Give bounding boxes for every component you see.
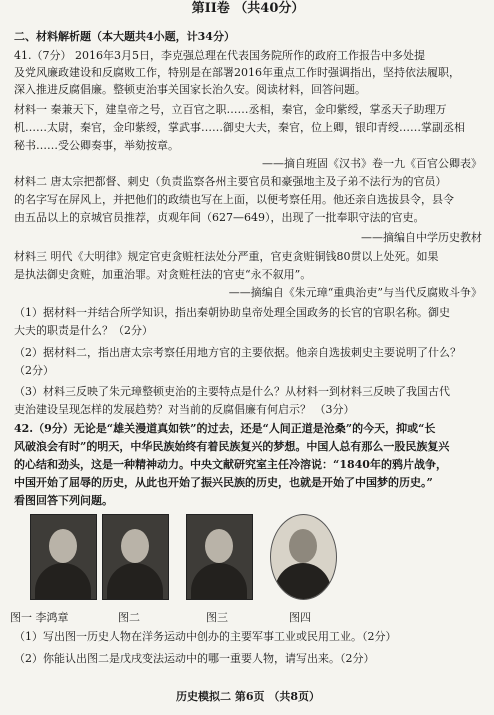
q42-intro-line: 的心结和劲头，这是一种精神动力。中央文献研究室主任冷溶说：“1840年的鸦片战争， bbox=[14, 458, 447, 471]
q41-sub3-line: （3）材料三反映了朱元璋整顿吏治的主要特点是什么？从材料一到材料三反映了我国古代 bbox=[14, 385, 450, 398]
material-2-source: ——摘编自中学历史教材 bbox=[361, 231, 482, 244]
q41-intro-line: 41.（7分） 2016年3月5日，李克强总理在代表国务院所作的政府工作报告中多处提 bbox=[14, 49, 425, 62]
figure-caption: 图四 bbox=[289, 611, 311, 624]
q42-sub2: （2）你能认出图二是戊戌变法运动中的哪一重要人物，请写出来。（2分） bbox=[14, 652, 375, 665]
q42-intro-line: 中国开始了屈辱的历史，从此也开始了振兴民族的历史，也就是开始了中国梦的历史。” bbox=[14, 476, 433, 489]
portrait-photo-1 bbox=[30, 514, 97, 600]
material-1-line: 材料一 秦兼天下，建皇帝之号，立百官之职……丞相，秦官，金印紫绶，掌丞天子助理万 bbox=[14, 103, 447, 116]
q41-intro-line: 及党风廉政建设和反腐败工作，特别是在部署2016年重点工作时强调指出，坚持依法履职， bbox=[14, 66, 460, 79]
portrait-photo-3 bbox=[186, 514, 253, 600]
portrait-photo-4 bbox=[270, 514, 337, 600]
material-2-line: 的名字写在屏风上，并把他们的政绩也写在上面，以便考察任用。他还亲自选拔县令，县令 bbox=[14, 193, 454, 206]
figure-caption: 图二 bbox=[118, 611, 140, 624]
section-heading: 二、材料解析题（本大题共4小题，计34分） bbox=[14, 30, 235, 43]
page-footer: 历史模拟二 第6页 （共8页） bbox=[176, 690, 320, 703]
q41-sub3-line: 吏治建设呈现怎样的发展趋势？对当前的反腐倡廉有何启示？ （3分） bbox=[14, 403, 355, 416]
q41-sub2-line: （2分） bbox=[14, 364, 54, 377]
q41-sub1-line: 大夫的职责是什么？（2分） bbox=[14, 324, 153, 337]
q41-sub2-line: （2）据材料二，指出唐太宗考察任用地方官的主要依据。他亲自选拔刺史主要说明了什么？ bbox=[14, 346, 461, 359]
material-2-line: 材料二 唐太宗把都督、刺史（负责监察各州主要官员和豪强地主及子弟不法行为的官员） bbox=[14, 175, 447, 188]
exam-part-title: 第II卷 （共40分） bbox=[191, 1, 305, 16]
material-3-line: 材料三 明代《大明律》规定官吏贪赃枉法处分严重，官吏贪赃铜钱80贯以上处死。如果 bbox=[14, 250, 439, 263]
portrait-photo-2 bbox=[102, 514, 169, 600]
material-1-line: 秘书……受公卿奏事，举劾按章。 bbox=[14, 139, 179, 152]
q42-intro-line: 42.（9分）无论是“雄关漫道真如铁”的过去，还是“人间正道是沧桑”的今天，抑或“长 bbox=[14, 422, 436, 435]
material-3-source: ——摘编自《朱元璋“重典治吏”与当代反腐败斗争》 bbox=[228, 286, 482, 299]
q41-sub1-line: （1）据材料一并结合所学知识，指出秦朝协助皇帝处理全国政务的长官的官职名称。御史 bbox=[14, 306, 450, 319]
figure-caption: 图三 bbox=[206, 611, 228, 624]
figure-caption: 图一 李鸿章 bbox=[10, 611, 69, 624]
material-1-source: ——摘自班固《汉书》卷一九《百官公卿表》 bbox=[262, 157, 482, 170]
material-3-line: 是执法御史贪赃，加重治罪。对贪赃枉法的官吏“永不叙用”。 bbox=[14, 268, 312, 281]
material-1-line: 机……太尉，秦官，金印紫绶，掌武事……御史大夫，秦官，位上卿，银印青绶……掌副丞相 bbox=[14, 121, 465, 134]
q42-intro-line: 看图回答下列问题。 bbox=[14, 494, 113, 507]
q42-sub1: （1）写出图一历史人物在洋务运动中创办的主要军事工业或民用工业。（2分） bbox=[14, 630, 397, 643]
q42-intro-line: 风破浪会有时”的明天，中华民族始终有着民族复兴的梦想。中国人总有那么一股民族复兴 bbox=[14, 440, 450, 453]
q41-intro-line: 深入推进反腐倡廉。整顿吏治事关国家长治久安。阅读材料，回答问题。 bbox=[14, 83, 366, 96]
material-2-line: 由五品以上的京城官员推荐，贞观年间（627—649），出现了一批奉职守法的官吏。 bbox=[14, 211, 425, 224]
